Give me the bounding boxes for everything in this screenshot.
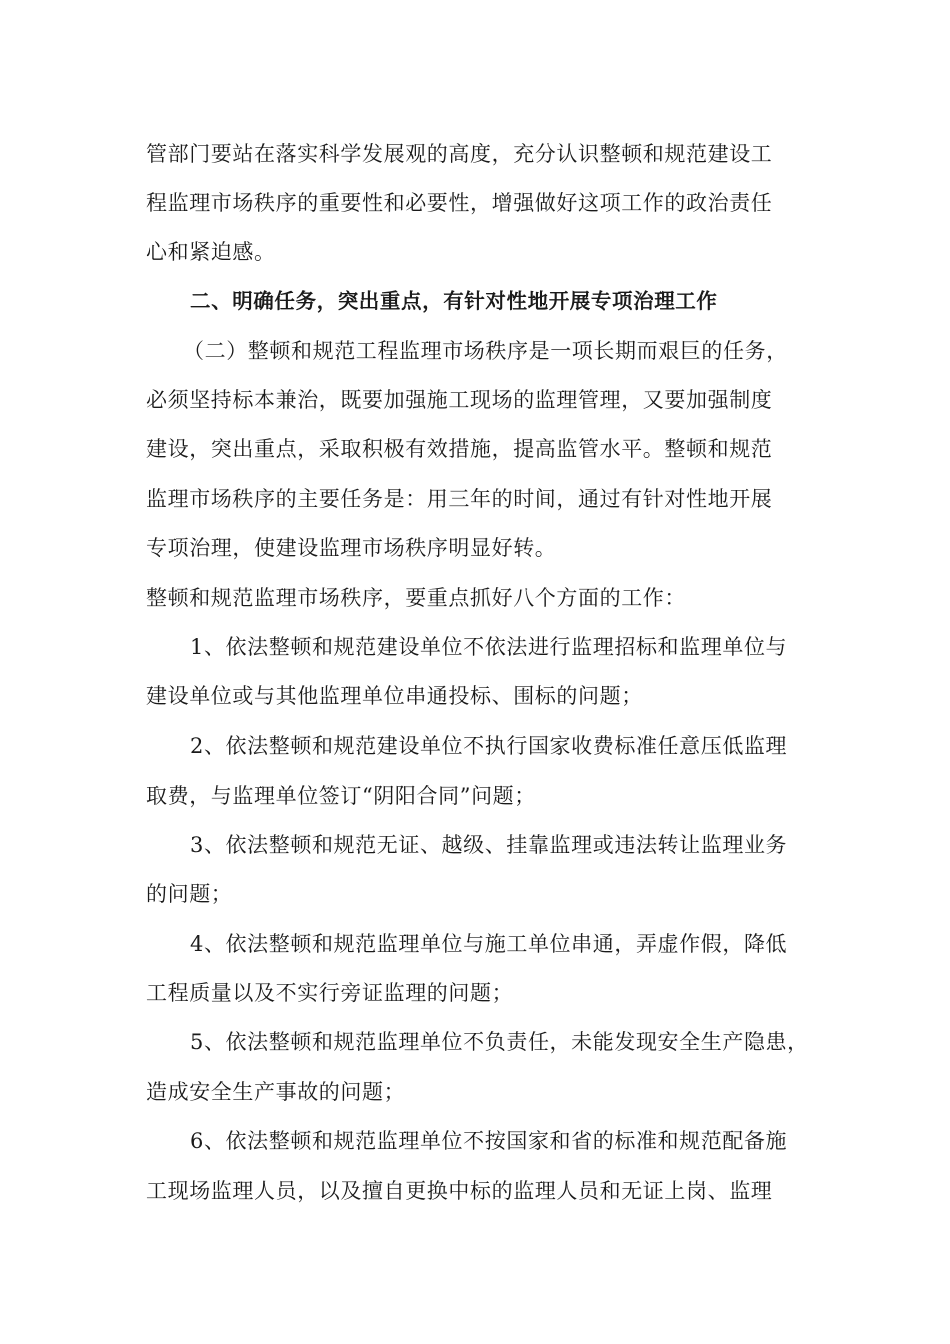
list-item-line: 工程质量以及不实行旁证监理的问题； [146, 981, 514, 1005]
list-item-line: 3、依法整顿和规范无证、越级、挂靠监理或违法转让监理业务 [190, 833, 788, 857]
paragraph-line: 建设，突出重点，采取积极有效措施，提高监管水平。整顿和规范 [146, 437, 773, 461]
list-item-line: 工现场监理人员，以及擅自更换中标的监理人员和无证上岗、监理 [146, 1179, 773, 1203]
paragraph-line: 心和紧迫感。 [146, 240, 276, 264]
list-item-line: 造成安全生产事故的问题； [146, 1080, 406, 1104]
paragraph-line: 专项治理，使建设监理市场秩序明显好转。 [146, 536, 557, 560]
list-item-line: 6、依法整顿和规范监理单位不按国家和省的标准和规范配备施 [190, 1129, 788, 1153]
list-item-line: 的问题； [146, 882, 233, 906]
paragraph-line: （二）整顿和规范工程监理市场秩序是一项长期而艰巨的任务， [183, 339, 788, 363]
paragraph-line: 必须坚持标本兼治，既要加强施工现场的监理管理，又要加强制度 [146, 388, 773, 412]
list-item-line: 5、依法整顿和规范监理单位不负责任，未能发现安全生产隐患， [190, 1030, 809, 1054]
paragraph-line: 程监理市场秩序的重要性和必要性，增强做好这项工作的政治责任 [146, 191, 773, 215]
list-item-line: 1、依法整顿和规范建设单位不依法进行监理招标和监理单位与 [190, 635, 788, 659]
list-item-line: 2、依法整顿和规范建设单位不执行国家收费标准任意压低监理 [190, 734, 788, 758]
list-item-line: 建设单位或与其他监理单位串通投标、围标的问题； [146, 684, 643, 708]
section-heading: 二、明确任务，突出重点，有针对性地开展专项治理工作 [190, 289, 718, 313]
paragraph-line: 管部门要站在落实科学发展观的高度，充分认识整顿和规范建设工 [146, 142, 773, 166]
paragraph-line: 监理市场秩序的主要任务是：用三年的时间，通过有针对性地开展 [146, 487, 773, 511]
list-item-line: 4、依法整顿和规范监理单位与施工单位串通，弄虚作假，降低 [190, 932, 788, 956]
paragraph-line: 整顿和规范监理市场秩序，要重点抓好八个方面的工作： [146, 586, 686, 610]
list-item-line: 取费，与监理单位签订“阴阳合同”问题； [146, 784, 536, 808]
